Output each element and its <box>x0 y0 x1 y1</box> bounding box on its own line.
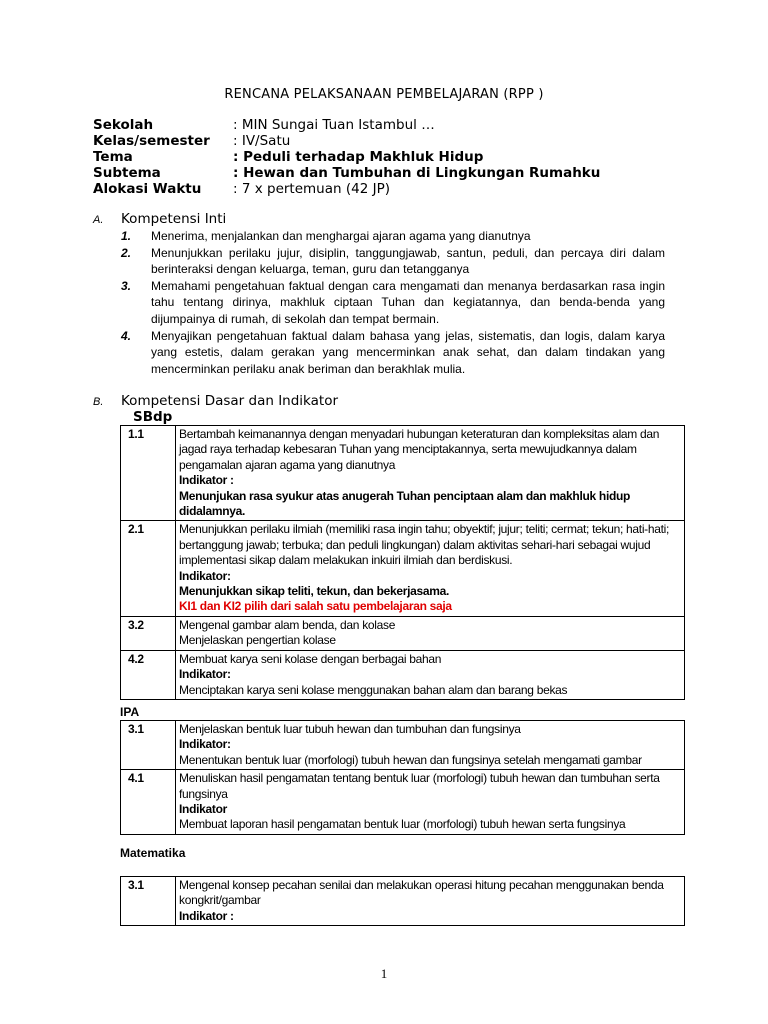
kd-content <box>176 650 685 699</box>
table-row <box>121 426 685 521</box>
list-item <box>121 278 665 328</box>
indicator-line: Indikator: <box>179 667 231 682</box>
kd-number: 3.1 <box>121 721 176 770</box>
kd-content <box>176 426 685 521</box>
kd-number: 3.2 <box>121 616 176 650</box>
table-row <box>121 770 685 835</box>
indicator-line: Indikator : <box>179 473 234 488</box>
section-a-heading <box>93 211 226 227</box>
section-title: Kompetensi Dasar dan Indikator <box>121 393 339 409</box>
page-number: 1 <box>380 966 388 981</box>
content-line: Menjelaskan pengertian kolase <box>179 633 336 648</box>
identity-label: Kelas/semester <box>93 133 210 149</box>
identity-label: Subtema <box>93 165 161 181</box>
content-line: Menjelaskan bentuk luar tubuh hewan dan tumbuhan dan fungsinya <box>179 722 521 736</box>
subject-label-ipa: IPA <box>120 705 140 719</box>
subject-label-matematika: Matematika <box>120 846 186 860</box>
identity-value: : IV/Satu <box>233 133 291 149</box>
section-letter: A. <box>93 214 104 226</box>
list-item <box>121 245 665 278</box>
note-line: KI1 dan KI2 pilih dari salah satu pembelajaran saja <box>179 599 452 614</box>
kd-content <box>176 721 685 770</box>
table-row <box>121 521 685 616</box>
content-line: Bertambah keimanannya dengan menyadari hubungan keteraturan dan kompleksitas alam dan jagad raya terhadap kebesaran Tuhan yang menciptakannya, serta mewujudkannya dalam pengamalan ajaran agama yang dianutnya <box>179 427 660 472</box>
ipa-table <box>120 720 685 835</box>
content-line: Menuliskan hasil pengamatan tentang bentuk luar (morfologi) tubuh hewan dan tumbuhan serta fungsinya <box>179 771 660 801</box>
list-item <box>121 228 665 245</box>
content-line: Mengenal gambar alam benda, dan kolase <box>179 617 396 632</box>
kd-number: 4.2 <box>121 650 176 699</box>
indicator-line: Menunjukkan sikap teliti, tekun, dan bekerjasama. <box>179 584 450 599</box>
content-line: Menunjukkan perilaku ilmiah (memiliki rasa ingin tahu; obyektif; jujur; teliti; cermat; tekun; hati-hati; bertanggung jawab; terbuka; dan peduli lingkungan) dalam aktivitas sehari-hari sebagai wujud implementasi sikap dalam melakukan inkuiri ilmiah dan berdiskusi. <box>179 522 670 568</box>
matematika-table <box>120 876 685 926</box>
kompetensi-inti-list <box>121 228 665 377</box>
content-line: Menentukan bentuk luar (morfologi) tubuh hewan dan fungsinya setelah mengamati gambar <box>179 752 642 767</box>
kd-content <box>176 616 685 650</box>
kd-number: 4.1 <box>121 770 176 835</box>
identity-value: : MIN Sungai Tuan Istambul … <box>233 117 435 133</box>
table-row <box>121 721 685 770</box>
content-line: Membuat laporan hasil pengamatan bentuk luar (morfologi) tubuh hewan serta fungsinya <box>179 817 626 832</box>
identity-row-kelas <box>93 133 600 149</box>
list-item-number: 3. <box>121 278 132 293</box>
list-item-text: Menyajikan pengetahuan faktual dalam bahasa yang jelas, sistematis, dan logis, dalam karya yang estetis, dalam gerakan yang mencerminkan anak sehat, dan dalam tindakan yang mencerminkan perilaku anak beriman dan berakhlak mulia. <box>151 328 665 376</box>
kd-number: 2.1 <box>121 521 176 616</box>
kd-number: 3.1 <box>121 877 176 926</box>
list-item <box>121 328 665 378</box>
kd-content <box>176 770 685 835</box>
identity-row-tema <box>93 149 600 165</box>
content-line: Menciptakan karya seni kolase menggunakan bahan alam dan barang bekas <box>179 682 568 697</box>
kd-content <box>176 521 685 616</box>
section-title: Kompetensi Inti <box>121 211 227 227</box>
list-item-number: 1. <box>121 229 132 243</box>
identity-row-alokasi <box>93 181 600 197</box>
list-item-text: Menerima, menjalankan dan menghargai ajaran agama yang dianutnya <box>151 229 531 243</box>
identity-label: Alokasi Waktu <box>93 181 202 197</box>
sbdp-table <box>120 425 685 700</box>
identity-row-sekolah <box>93 117 600 133</box>
list-item-number: 2. <box>121 245 132 260</box>
document-title: RENCANA PELAKSANAAN PEMBELAJARAN (RPP ) <box>224 87 544 102</box>
section-letter: B. <box>93 396 104 408</box>
subject-label-sbdp: SBdp <box>133 409 173 425</box>
indicator-line: Indikator: <box>179 568 231 583</box>
content-line: Membuat karya seni kolase dengan berbagai bahan <box>179 651 442 666</box>
kd-number: 1.1 <box>121 426 176 521</box>
indicator-line: Indikator: <box>179 737 231 752</box>
identity-value: : Peduli terhadap Makhluk Hidup <box>233 149 484 165</box>
list-item-number: 4. <box>121 328 132 343</box>
table-row <box>121 877 685 926</box>
identity-label: Tema <box>93 149 133 165</box>
identity-row-subtema <box>93 165 600 181</box>
indicator-line: Menunjukan rasa syukur atas anugerah Tuhan penciptaan alam dan makhluk hidup didalamnya. <box>179 488 631 519</box>
identity-block <box>93 117 600 197</box>
kd-content <box>176 877 685 926</box>
table-row <box>121 650 685 699</box>
list-item-text: Memahami pengetahuan faktual dengan cara mengamati dan menanya berdasarkan rasa ingin tahu tentang dirinya, makhluk ciptaan Tuhan dan kegiatannya, dan benda-benda yang dijumpainya di rumah, di sekolah dan tempat bermain. <box>151 278 665 326</box>
list-item-text: Menunjukkan perilaku jujur, disiplin, tanggungjawab, santun, peduli, dan percaya diri dalam berinteraksi dengan keluarga, teman, guru dan tetangganya <box>151 245 665 277</box>
content-line: Mengenal konsep pecahan senilai dan melakukan operasi hitung pecahan menggunakan benda kongkrit/gambar <box>179 878 664 908</box>
identity-value: : Hewan dan Tumbuhan di Lingkungan Rumahku <box>233 165 601 181</box>
indicator-line: Indikator <box>179 802 227 817</box>
identity-value: : 7 x pertemuan (42 JP) <box>233 181 390 197</box>
indicator-line: Indikator : <box>179 908 234 923</box>
identity-label: Sekolah <box>93 117 154 133</box>
table-row <box>121 616 685 650</box>
section-b-heading <box>93 393 338 409</box>
